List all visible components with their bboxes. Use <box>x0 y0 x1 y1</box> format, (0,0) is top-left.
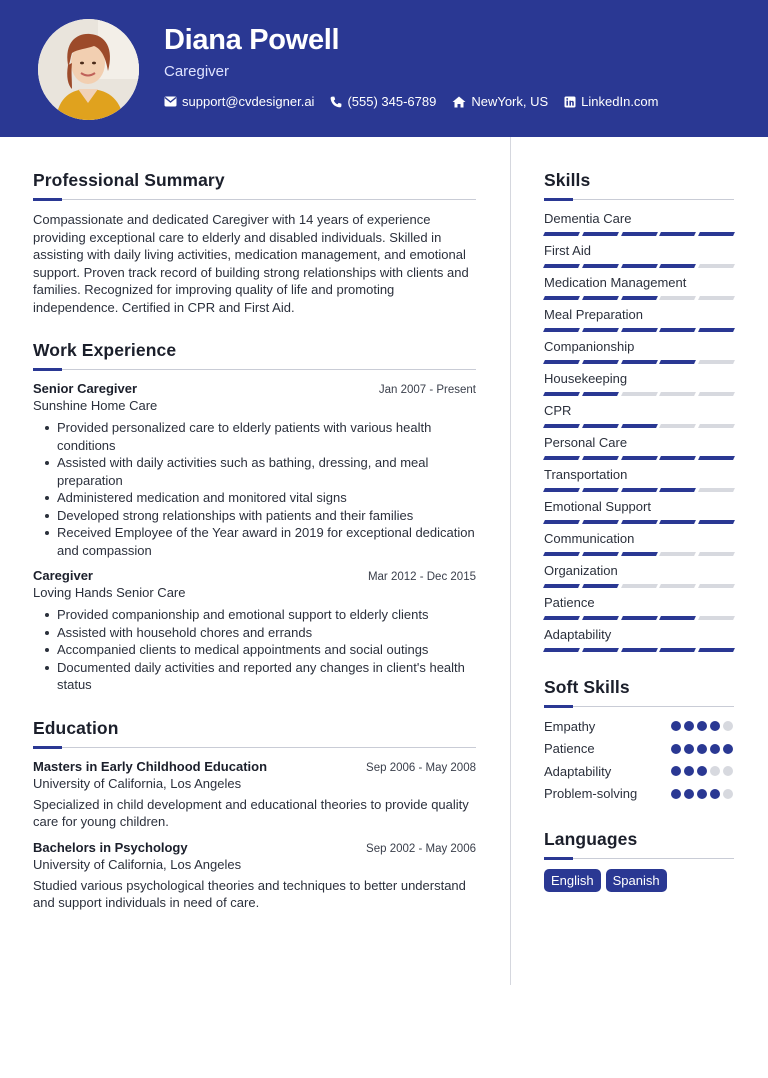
rating-dot <box>684 744 694 754</box>
skill-level-segment <box>698 360 735 364</box>
skill-item <box>544 434 734 466</box>
skill-level-segment <box>659 296 696 300</box>
skill-level-bar <box>544 232 734 236</box>
soft-skill-rating <box>671 744 733 754</box>
skill-level-segment <box>621 616 658 620</box>
soft-skill-name: Adaptability <box>544 763 612 779</box>
job-bullet: Assisted with household chores and errands <box>33 624 476 642</box>
language-tag: English <box>544 869 601 892</box>
soft-skill-rating <box>671 789 733 799</box>
skill-level-segment <box>582 616 619 620</box>
job-dates: Jan 2007 - Present <box>378 384 476 396</box>
skill-level-bar <box>544 328 734 332</box>
skill-name: Personal Care <box>544 435 628 450</box>
skill-level-segment <box>698 232 735 236</box>
job-bullet: Received Employee of the Year award in 2019 for exceptional dedication and compassion <box>33 524 476 559</box>
skill-level-segment <box>659 392 696 396</box>
column-divider <box>510 137 511 985</box>
contact-location <box>452 94 548 109</box>
skill-level-segment <box>698 328 735 332</box>
languages-list <box>544 869 734 892</box>
rating-dot <box>710 721 720 731</box>
skill-name: Transportation <box>544 467 628 482</box>
job-bullet: Documented daily activities and reported any changes in client's health status <box>33 659 476 694</box>
job-bullet: Assisted with daily activities such as bathing, dressing, and meal preparation <box>33 454 476 489</box>
education-entry <box>33 759 476 831</box>
skill-level-segment <box>543 232 580 236</box>
person-photo-icon <box>38 19 139 120</box>
skills-list <box>544 210 734 658</box>
skill-level-segment <box>659 584 696 588</box>
skill-level-bar <box>544 488 734 492</box>
skill-level-segment <box>659 264 696 268</box>
skill-level-segment <box>621 456 658 460</box>
soft-skill-name: Empathy <box>544 718 596 734</box>
contact-linkedin-text[interactable]: LinkedIn.com <box>581 94 659 109</box>
skill-level-segment <box>621 584 658 588</box>
rating-dot <box>684 721 694 731</box>
contact-phone[interactable] <box>330 94 436 109</box>
job-bullet: Provided companionship and emotional support to elderly clients <box>33 606 476 624</box>
rating-dot <box>710 789 720 799</box>
skill-level-segment <box>543 488 580 492</box>
skill-item <box>544 498 734 530</box>
soft-skill-item <box>544 760 734 783</box>
skill-level-segment <box>698 552 735 556</box>
skill-level-segment <box>698 392 735 396</box>
skill-level-segment <box>621 232 658 236</box>
skill-level-segment <box>621 552 658 556</box>
skill-level-bar <box>544 520 734 524</box>
skill-level-segment <box>659 424 696 428</box>
job-bullet: Developed strong relationships with patients and their families <box>33 507 476 525</box>
skill-level-segment <box>659 520 696 524</box>
skill-level-segment <box>543 584 580 588</box>
skill-level-segment <box>698 424 735 428</box>
languages-title: Languages <box>544 829 638 849</box>
skill-level-bar <box>544 424 734 428</box>
skill-name: First Aid <box>544 243 591 258</box>
rating-dot <box>723 744 733 754</box>
home-icon <box>452 96 466 108</box>
rating-dot <box>697 721 707 731</box>
contact-email-text[interactable]: support@cvdesigner.ai <box>182 94 315 109</box>
skill-item <box>544 562 734 594</box>
skill-name: Adaptability <box>544 627 612 642</box>
skill-level-segment <box>543 296 580 300</box>
skill-level-segment <box>582 232 619 236</box>
rating-dot <box>684 766 694 776</box>
skill-level-segment <box>621 392 658 396</box>
skill-level-segment <box>621 424 658 428</box>
job-bullets <box>33 419 476 559</box>
skill-level-bar <box>544 392 734 396</box>
rating-dot <box>684 789 694 799</box>
resume-header <box>0 0 768 137</box>
skill-name: Dementia Care <box>544 211 632 226</box>
skill-level-segment <box>543 264 580 268</box>
skill-level-bar <box>544 584 734 588</box>
skill-level-segment <box>582 552 619 556</box>
section-rule <box>544 705 734 707</box>
skill-level-segment <box>621 296 658 300</box>
skill-level-segment <box>621 520 658 524</box>
skill-level-segment <box>659 616 696 620</box>
skill-level-segment <box>543 328 580 332</box>
skill-level-segment <box>543 616 580 620</box>
skill-item <box>544 306 734 338</box>
skill-level-segment <box>582 456 619 460</box>
skill-name: Medication Management <box>544 275 687 290</box>
side-column <box>544 170 734 892</box>
skill-level-segment <box>543 392 580 396</box>
skill-level-segment <box>659 328 696 332</box>
job-bullet: Accompanied clients to medical appointments and social outings <box>33 641 476 659</box>
skill-level-bar <box>544 456 734 460</box>
skill-name: CPR <box>544 403 572 418</box>
soft-skill-rating <box>671 721 733 731</box>
envelope-icon <box>164 96 177 107</box>
candidate-role: Caregiver <box>164 63 230 80</box>
skill-level-segment <box>582 296 619 300</box>
skill-level-segment <box>698 648 735 652</box>
skill-level-segment <box>582 264 619 268</box>
skill-item <box>544 530 734 562</box>
rating-dot <box>723 766 733 776</box>
skill-level-segment <box>621 648 658 652</box>
soft-skill-name: Patience <box>544 741 595 757</box>
job-company: Sunshine Home Care <box>33 398 158 413</box>
skill-level-segment <box>582 360 619 364</box>
job-title: Senior Caregiver <box>33 381 138 396</box>
experience-section <box>33 340 476 694</box>
skill-level-segment <box>543 648 580 652</box>
skill-level-segment <box>621 264 658 268</box>
skill-level-segment <box>659 360 696 364</box>
skill-name: Housekeeping <box>544 371 628 386</box>
skill-level-bar <box>544 264 734 268</box>
skill-level-segment <box>582 584 619 588</box>
rating-dot <box>710 766 720 776</box>
job-bullets <box>33 606 476 694</box>
experience-title: Work Experience <box>33 340 177 360</box>
education-title: Education <box>33 717 119 738</box>
contact-phone-text[interactable]: (555) 345-6789 <box>347 94 437 109</box>
section-rule <box>33 198 476 200</box>
degree-description: Specialized in child development and educational theories to provide quality care for young children. <box>33 796 469 829</box>
linkedin-icon <box>564 96 576 108</box>
skill-name: Companionship <box>544 339 635 354</box>
skill-name: Meal Preparation <box>544 307 643 322</box>
skill-level-segment <box>543 552 580 556</box>
soft-skills-title: Soft Skills <box>544 677 630 697</box>
degree-dates: Sep 2006 - May 2008 <box>366 761 476 774</box>
rating-dot <box>723 721 733 731</box>
soft-skills-section <box>544 677 734 805</box>
rating-dot <box>671 766 681 776</box>
languages-section <box>544 829 734 892</box>
job-bullet: Provided personalized care to elderly patients with various health conditions <box>33 419 476 454</box>
job-entry <box>33 568 476 694</box>
job-company: Loving Hands Senior Care <box>33 585 186 600</box>
skills-section <box>544 170 734 658</box>
skill-level-segment <box>582 648 619 652</box>
skill-level-segment <box>543 520 580 524</box>
contact-bar <box>164 94 659 109</box>
skill-level-bar <box>544 360 734 364</box>
rating-dot <box>671 744 681 754</box>
main-column <box>33 170 476 912</box>
skill-level-segment <box>698 616 735 620</box>
skill-item <box>544 402 734 434</box>
rating-dot <box>697 789 707 799</box>
job-title: Caregiver <box>33 568 93 583</box>
skill-level-segment <box>621 328 658 332</box>
skill-level-segment <box>582 424 619 428</box>
soft-skill-item <box>544 738 734 761</box>
degree-title: Bachelors in Psychology <box>33 839 188 855</box>
skill-level-segment <box>698 520 735 524</box>
job-entry <box>33 381 476 559</box>
rating-dot <box>697 766 707 776</box>
skill-level-segment <box>582 488 619 492</box>
language-tag: Spanish <box>606 869 667 892</box>
soft-skills-list <box>544 715 734 805</box>
rating-dot <box>710 744 720 754</box>
phone-icon <box>330 96 342 108</box>
section-rule <box>544 198 734 200</box>
skill-level-bar <box>544 296 734 300</box>
skill-item <box>544 274 734 306</box>
profile-photo <box>38 19 139 120</box>
skill-name: Organization <box>544 563 618 578</box>
skill-level-segment <box>659 648 696 652</box>
skills-title: Skills <box>544 170 591 190</box>
skill-level-bar <box>544 648 734 652</box>
skill-item <box>544 338 734 370</box>
school-name: University of California, Los Angeles <box>33 775 242 791</box>
education-entry <box>33 840 476 912</box>
skill-item <box>544 626 734 658</box>
skill-level-segment <box>543 456 580 460</box>
skill-level-segment <box>659 456 696 460</box>
skill-item <box>544 466 734 498</box>
summary-title: Professional Summary <box>33 170 225 190</box>
skill-level-segment <box>543 360 580 364</box>
skill-level-segment <box>582 328 619 332</box>
job-dates: Mar 2012 - Dec 2015 <box>367 571 476 583</box>
skill-level-segment <box>659 552 696 556</box>
skill-item <box>544 210 734 242</box>
skill-name: Emotional Support <box>544 499 651 514</box>
skill-name: Communication <box>544 531 635 546</box>
education-section <box>33 718 476 912</box>
soft-skill-rating <box>671 766 733 776</box>
skill-level-segment <box>582 392 619 396</box>
skill-level-segment <box>698 584 735 588</box>
skill-level-segment <box>659 488 696 492</box>
soft-skill-item <box>544 783 734 806</box>
skill-item <box>544 594 734 626</box>
skill-level-segment <box>659 232 696 236</box>
rating-dot <box>723 789 733 799</box>
skill-level-segment <box>698 296 735 300</box>
skill-level-bar <box>544 616 734 620</box>
degree-title: Masters in Early Childhood Education <box>33 758 268 774</box>
degree-description: Studied various psychological theories and techniques to better understand and support individuals in need of care. <box>33 877 466 910</box>
degree-dates: Sep 2002 - May 2006 <box>366 842 476 855</box>
skill-level-segment <box>698 488 735 492</box>
summary-text: Compassionate and dedicated Caregiver with 14 years of experience providing exceptional care to elderly and disabled individuals. Skilled in assisting with daily living activities, medication management, and emotional support. Proven track record of building strong relationships with clients and families. Recognized for improving quality of life and promoting independence. Certified in CPR and First Aid. <box>33 212 469 315</box>
skill-level-bar <box>544 552 734 556</box>
rating-dot <box>671 721 681 731</box>
section-rule <box>544 857 734 859</box>
rating-dot <box>671 789 681 799</box>
summary-section <box>33 170 476 316</box>
rating-dot <box>697 744 707 754</box>
soft-skill-item <box>544 715 734 738</box>
skill-level-segment <box>621 360 658 364</box>
contact-location-text: NewYork, US <box>471 94 549 109</box>
section-rule <box>33 746 476 748</box>
school-name: University of California, Los Angeles <box>33 856 242 872</box>
skill-level-segment <box>698 456 735 460</box>
skill-level-segment <box>698 264 735 268</box>
skill-level-segment <box>543 424 580 428</box>
skill-level-segment <box>621 488 658 492</box>
section-rule <box>33 368 476 370</box>
contact-email[interactable] <box>164 94 314 109</box>
soft-skill-name: Problem-solving <box>544 786 638 802</box>
skill-item <box>544 370 734 402</box>
contact-linkedin[interactable] <box>564 94 658 109</box>
candidate-name: Diana Powell <box>164 24 340 56</box>
skill-item <box>544 242 734 274</box>
job-bullet: Administered medication and monitored vital signs <box>33 489 476 507</box>
skill-level-segment <box>582 520 619 524</box>
skill-name: Patience <box>544 595 595 610</box>
